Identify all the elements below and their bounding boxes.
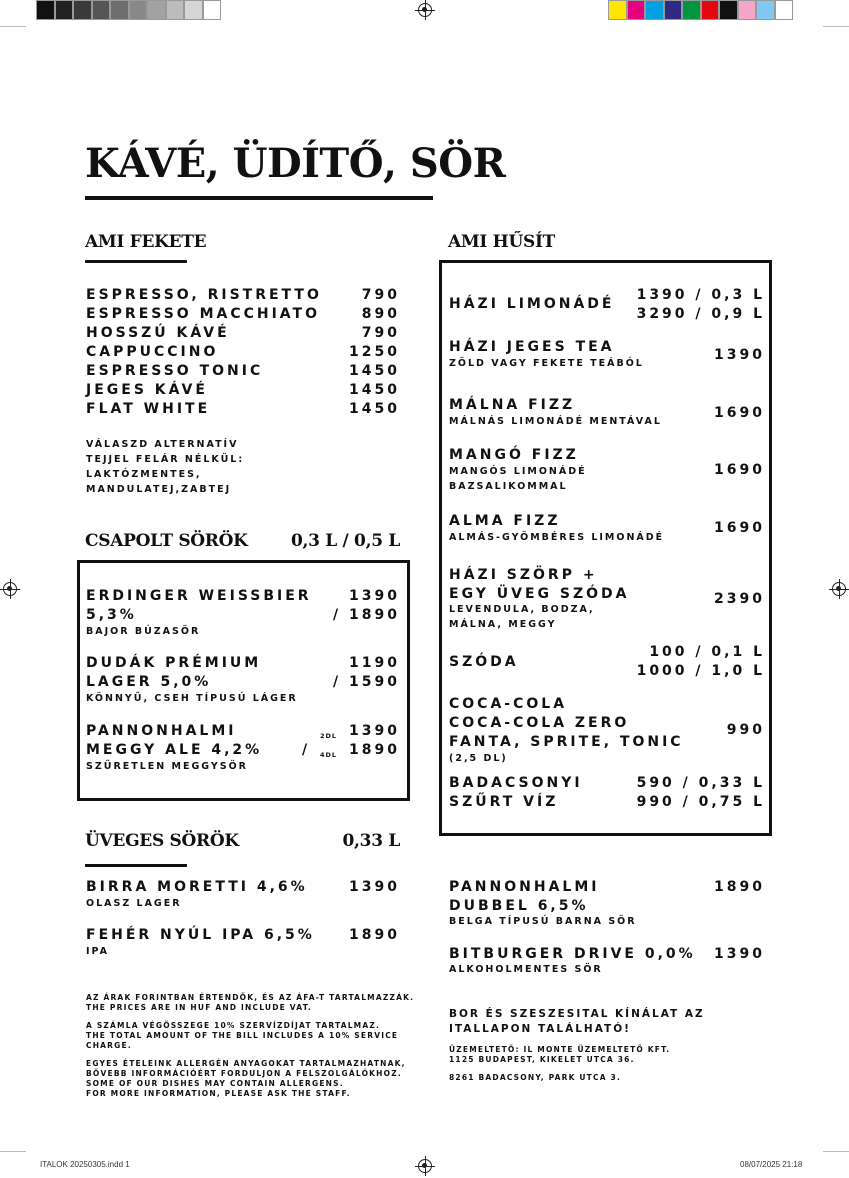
- menu-item-name: ESPRESSO TONIC: [86, 363, 264, 379]
- drink-description: LEVENDULA, BODZA,: [449, 604, 595, 615]
- color-swatch: [166, 0, 185, 20]
- menu-item-name: HOSSZÚ KÁVÉ: [86, 325, 230, 341]
- section-heading-coffee: AMI FEKETE: [85, 232, 207, 252]
- drink-price: 1390: [714, 347, 765, 363]
- color-swatch: [719, 0, 738, 20]
- beer-size: 2DL: [320, 732, 338, 740]
- venue-address: 8261 BADACSONY, PARK UTCA 3.: [449, 1073, 621, 1082]
- menu-item-price: 1450: [349, 363, 400, 379]
- color-swatch: [184, 0, 203, 20]
- section-heading-draft-beer: CSAPOLT SÖRÖK: [85, 531, 248, 551]
- section-underline: [85, 864, 187, 867]
- drink-name: COCA-COLA: [449, 696, 568, 712]
- color-swatch: [92, 0, 111, 20]
- legal-line: SOME OF OUR DISHES MAY CONTAIN ALLERGENS.: [86, 1079, 344, 1088]
- title-underline: [85, 196, 433, 200]
- crop-mark: [0, 1151, 26, 1152]
- milk-note: MANDULATEJ,ZABTEJ: [86, 484, 232, 495]
- menu-item-name: ESPRESSO MACCHIATO: [86, 306, 321, 322]
- menu-item-name: JEGES KÁVÉ: [86, 382, 208, 398]
- cmyk-color-bar: [608, 0, 793, 20]
- color-swatch: [129, 0, 148, 20]
- registration-mark-icon: [832, 582, 846, 596]
- beer-price: 1390: [349, 723, 400, 739]
- milk-note: TEJJEL FELÁR NÉLKÜL:: [86, 454, 245, 465]
- beer-name: BIRRA MORETTI 4,6%: [86, 879, 308, 895]
- legal-line: EGYES ÉTELEINK ALLERGÉN ANYAGOKAT TARTALMAZHATNAK,: [86, 1059, 406, 1068]
- drink-price: 1690: [714, 405, 765, 421]
- color-swatch: [738, 0, 757, 20]
- beer-description: OLASZ LAGER: [86, 898, 182, 909]
- beer-name: ERDINGER WEISSBIER: [86, 588, 312, 604]
- legal-line: BŐVEBB INFORMÁCIÓÉRT FORDULJON A FELSZOLGÁLÓKHOZ.: [86, 1069, 402, 1078]
- section-heading-bottled-beer: ÜVEGES SÖRÖK: [85, 831, 239, 851]
- bottled-size: 0,33 L: [342, 831, 400, 851]
- beer-description: KÖNNYŰ, CSEH TÍPUSÚ LÁGER: [86, 693, 298, 704]
- color-swatch: [147, 0, 166, 20]
- crop-mark: [823, 26, 849, 27]
- legal-line: AZ ÁRAK FORINTBAN ÉRTENDŐK, ÉS AZ ÁFA-T TARTALMAZZÁK.: [86, 993, 415, 1002]
- legal-line: THE PRICES ARE IN HUF AND INCLUDE VAT.: [86, 1003, 312, 1012]
- beer-description: BELGA TÍPUSÚ BARNA SÖR: [449, 916, 637, 927]
- color-swatch: [756, 0, 775, 20]
- beer-name: DUBBEL 6,5%: [449, 898, 589, 914]
- color-swatch: [701, 0, 720, 20]
- beer-price: / 1590: [333, 674, 400, 690]
- color-swatch: [73, 0, 92, 20]
- crop-mark: [823, 1151, 849, 1152]
- milk-note: VÁLASZD ALTERNATÍV: [86, 439, 239, 450]
- menu-item-name: CAPPUCCINO: [86, 344, 219, 360]
- drink-name: MÁLNA FIZZ: [449, 397, 576, 413]
- beer-name: FEHÉR NYÚL IPA 6,5%: [86, 927, 315, 943]
- drink-description: MÁLNÁS LIMONÁDÉ MENTÁVAL: [449, 416, 662, 427]
- drink-description: ALMÁS-GYÖMBÉRES LIMONÁDÉ: [449, 532, 665, 543]
- grayscale-color-bar: [36, 0, 221, 20]
- menu-item-price: 1450: [349, 382, 400, 398]
- drink-price: 590 / 0,33 L: [636, 775, 765, 791]
- crop-mark: [0, 26, 26, 27]
- menu-item-name: FLAT WHITE: [86, 401, 211, 417]
- drink-name: FANTA, SPRITE, TONIC: [449, 734, 684, 750]
- beer-price: 1890: [349, 927, 400, 943]
- drink-description: MANGÓS LIMONÁDÉ: [449, 466, 587, 477]
- beer-description: ALKOHOLMENTES SÖR: [449, 964, 603, 975]
- color-swatch: [664, 0, 683, 20]
- drink-price: 1690: [714, 520, 765, 536]
- legal-line: CHARGE.: [86, 1041, 132, 1050]
- drink-name: HÁZI LIMONÁDÉ: [449, 296, 615, 312]
- operator-info: 1125 BUDAPEST, KIKELET UTCA 36.: [449, 1055, 635, 1064]
- beer-price: 1190: [349, 655, 400, 671]
- drink-price: 100 / 0,1 L: [649, 644, 765, 660]
- color-swatch: [775, 0, 794, 20]
- wine-list-notice: ITALLAPON TALÁLHATÓ!: [449, 1023, 631, 1035]
- drink-name: COCA-COLA ZERO: [449, 715, 630, 731]
- color-swatch: [682, 0, 701, 20]
- menu-item-name: ESPRESSO, RISTRETTO: [86, 287, 322, 303]
- beer-name: PANNONHALMI: [449, 879, 600, 895]
- registration-mark-icon: [418, 3, 432, 17]
- beer-description: BAJOR BÚZASÖR: [86, 626, 201, 637]
- drink-name: BADACSONYI: [449, 775, 583, 791]
- drink-description: (2,5 DL): [449, 753, 508, 764]
- menu-item-price: 890: [361, 306, 400, 322]
- drink-name: HÁZI SZÖRP +: [449, 567, 598, 583]
- beer-price: 1390: [349, 879, 400, 895]
- drink-description: MÁLNA, MEGGY: [449, 619, 557, 630]
- color-swatch: [645, 0, 664, 20]
- drink-description: BAZSALIKOMMAL: [449, 481, 568, 492]
- section-heading-cold-drinks: AMI HŰSÍT: [448, 232, 555, 252]
- legal-line: A SZÁMLA VÉGÖSSZEGE 10% SZERVÍZDÍJAT TARTALMAZ.: [86, 1021, 381, 1030]
- beer-size: 4DL: [320, 751, 338, 759]
- drink-name: HÁZI JEGES TEA: [449, 339, 615, 355]
- drink-price: 2390: [714, 591, 765, 607]
- color-swatch: [36, 0, 55, 20]
- drink-name: SZÓDA: [449, 654, 519, 670]
- slug-filename: ITALOK 20250305.indd 1: [40, 1160, 130, 1169]
- color-swatch: [608, 0, 627, 20]
- beer-name: BITBURGER DRIVE 0,0%: [449, 946, 696, 962]
- drink-name: ALMA FIZZ: [449, 513, 561, 529]
- page-title: KÁVÉ, ÜDÍTŐ, SÖR: [85, 140, 506, 187]
- wine-list-notice: BOR ÉS SZESZESITAL KÍNÁLAT AZ: [449, 1008, 705, 1020]
- beer-price: 1390: [349, 588, 400, 604]
- beer-name: DUDÁK PRÉMIUM: [86, 655, 262, 671]
- drink-price: 1000 / 1,0 L: [636, 663, 765, 679]
- registration-mark-icon: [418, 1159, 432, 1173]
- beer-price: / 1890: [333, 607, 400, 623]
- drink-price: 1390 / 0,3 L: [636, 287, 765, 303]
- menu-item-price: 1250: [349, 344, 400, 360]
- color-swatch: [203, 0, 222, 20]
- drink-price: 990 / 0,75 L: [636, 794, 765, 810]
- beer-name: PANNONHALMI: [86, 723, 237, 739]
- beer-name: LAGER 5,0%: [86, 674, 212, 690]
- registration-mark-icon: [3, 582, 17, 596]
- drink-name: MANGÓ FIZZ: [449, 447, 579, 463]
- drink-price: 1690: [714, 462, 765, 478]
- drink-name: EGY ÜVEG SZÓDA: [449, 586, 630, 602]
- legal-line: THE TOTAL AMOUNT OF THE BILL INCLUDES A 10% SERVICE: [86, 1031, 399, 1040]
- operator-info: ÜZEMELTETŐ: IL MONTE ÜZEMELTETŐ KFT.: [449, 1045, 671, 1054]
- color-swatch: [110, 0, 129, 20]
- price-separator: /: [302, 742, 311, 758]
- color-swatch: [627, 0, 646, 20]
- beer-name: MEGGY ALE 4,2%: [86, 742, 263, 758]
- menu-item-price: 790: [361, 325, 400, 341]
- beer-description: IPA: [86, 946, 109, 957]
- beer-description: SZŰRETLEN MEGGYSÖR: [86, 761, 248, 772]
- beer-price: 1890: [349, 742, 400, 758]
- beer-name: 5,3%: [86, 607, 137, 623]
- drink-price: 3290 / 0,9 L: [636, 306, 765, 322]
- draft-sizes: 0,3 L / 0,5 L: [290, 531, 400, 551]
- beer-price: 1890: [714, 879, 765, 895]
- section-underline: [85, 260, 187, 263]
- beer-price: 1390: [714, 946, 765, 962]
- menu-item-price: 1450: [349, 401, 400, 417]
- milk-note: LAKTÓZMENTES,: [86, 469, 202, 480]
- drink-price: 990: [726, 722, 765, 738]
- drink-description: ZÖLD VAGY FEKETE TEÁBÓL: [449, 358, 644, 369]
- legal-line: FOR MORE INFORMATION, PLEASE ASK THE STAFF.: [86, 1089, 351, 1098]
- slug-date: 08/07/2025 21:18: [740, 1160, 803, 1169]
- menu-item-price: 790: [361, 287, 400, 303]
- color-swatch: [55, 0, 74, 20]
- drink-name: SZŰRT VÍZ: [449, 794, 559, 810]
